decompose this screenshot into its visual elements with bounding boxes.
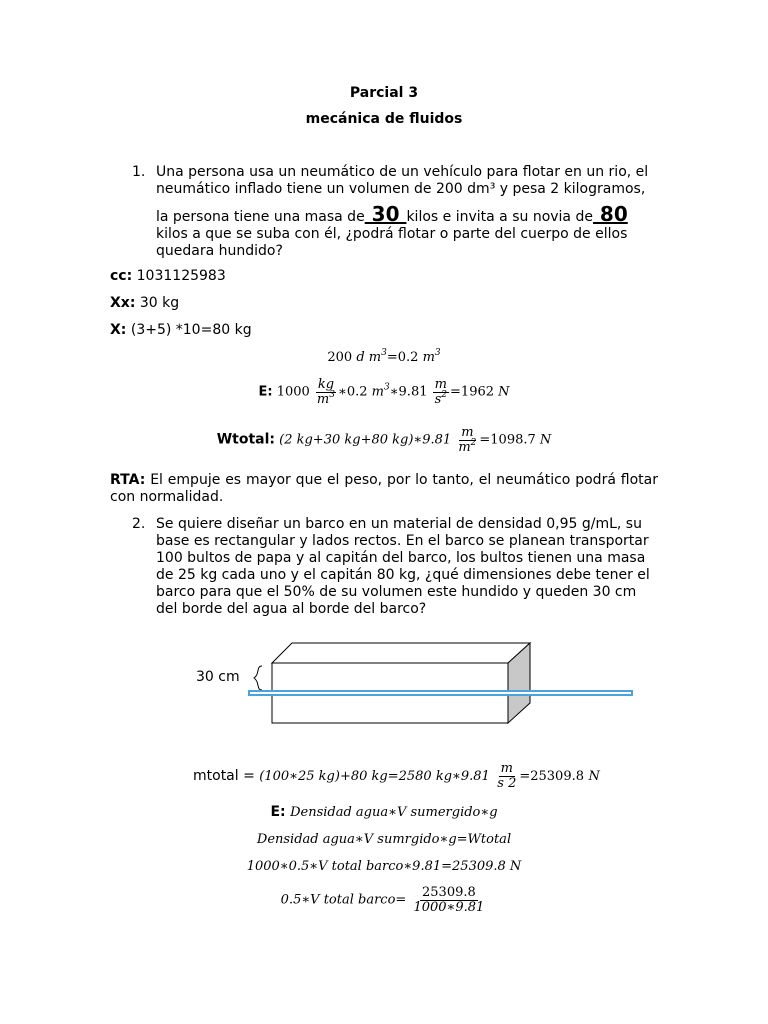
q1-text-line1: Una persona usa un neumático de un vehículo para flotar en un rio, el neumático inflado tiene un volumen de 200 dm³ y pesa 2 kilogramos, xyxy=(156,164,649,197)
equation-equilibrium: Densidad agua∗V sumrgido∗g=Wtotal xyxy=(256,832,512,847)
q1-mass-1: 30 xyxy=(364,202,407,226)
equation-mass xyxy=(193,762,600,790)
eq-e-frac1 xyxy=(315,378,337,406)
eq-w-result: =1098.7 xyxy=(479,432,536,448)
eq-m-label: mtotal = xyxy=(193,768,260,785)
cc-value: 1031125983 xyxy=(132,268,226,284)
eq-w-body: (2 kg+30 kg+80 kg)∗9.81 xyxy=(279,432,452,448)
eq1-b: d m xyxy=(356,350,382,365)
eq-e-result: =1962 xyxy=(450,384,495,400)
page-title: Parcial 3 xyxy=(349,85,419,101)
eq-m-result: =25309.8 xyxy=(519,769,584,785)
eq-m-unit: N xyxy=(588,769,600,785)
eq1-a: 200 xyxy=(327,350,353,365)
eq-e2-body: Densidad agua∗V sumergido∗g xyxy=(290,805,498,820)
answer-paragraph xyxy=(110,472,658,506)
q1-number: 1. xyxy=(132,164,146,180)
q1-text-part-b: kilos e invita a su novia de xyxy=(406,209,593,225)
eq-m-frac-den: s 2 xyxy=(497,775,517,791)
equation-volume xyxy=(0,350,768,365)
eq-b-body: 1000∗0.5∗V total barco∗9.81=25309.8 xyxy=(246,859,506,874)
box-top-face xyxy=(272,643,530,663)
eq1-e: m xyxy=(422,350,435,365)
eq-m-body: (100∗25 kg)+80 kg=2580 kg∗9.81 xyxy=(259,769,490,785)
eq-e-frac1-num: kg xyxy=(317,377,335,392)
eq1-d: =0.2 xyxy=(386,350,419,365)
q2-text: Se quiere diseñar un barco en un material de densidad 0,95 g/mL, su base es rectangular y lados rectos. En el barco se planean transportar 100 bultos de papa y al capitán del barco, los bultos tienen una masa de 25 kg cada uno y el capitán 80 kg, ¿qué dimensiones debe tener el barco para que el 50% de su volumen este hundido y queden 30 cm del borde del agua al borde del barco? xyxy=(156,516,650,617)
eq-e-k: 1000 xyxy=(276,384,310,400)
eq-w-frac-den-exp: 2 xyxy=(470,437,477,448)
eq-e-frac1-den: m xyxy=(316,391,330,407)
x-line xyxy=(110,322,252,338)
boat-diagram xyxy=(240,636,640,732)
eq1-f: 3 xyxy=(434,348,441,358)
eq-w-unit: N xyxy=(539,432,552,448)
q1-text-line2 xyxy=(156,202,658,229)
eq-m-frac-num: m xyxy=(500,761,513,776)
eq-e-m: m xyxy=(371,384,384,400)
eq-c-left: 0.5∗V total barco= xyxy=(280,892,407,908)
equation-substitution xyxy=(0,859,768,874)
eq-c-frac-den: 1000∗9.81 xyxy=(413,899,485,915)
height-brace xyxy=(254,666,262,690)
eq-e-m-exp: 3 xyxy=(383,382,390,393)
eq-m-frac xyxy=(495,762,518,790)
eq-b-unit: N xyxy=(509,859,522,874)
xx-value: 30 kg xyxy=(135,295,180,311)
cc-line xyxy=(110,268,226,284)
x-label: X: xyxy=(110,322,127,338)
eq-e-label: E: xyxy=(258,384,273,400)
eq-e-mid: ∗0.2 xyxy=(337,384,368,400)
eq-e-frac2-den: s xyxy=(434,391,442,407)
eq-w-label: Wtotal: xyxy=(216,431,275,448)
eq-c-frac-num: 25309.8 xyxy=(422,885,476,900)
answer-text: El empuje es mayor que el peso, por lo tanto, el neumático podrá flotar con normalidad. xyxy=(110,472,658,505)
eq-e-frac2-num: m xyxy=(434,377,447,392)
eq-e2-label: E: xyxy=(270,804,286,820)
eq-w-frac-den: m xyxy=(458,439,471,455)
eq-e-g: ∗9.81 xyxy=(389,384,428,400)
q2-number: 2. xyxy=(132,516,146,532)
eq-w-frac-num: m xyxy=(461,425,474,440)
water-line xyxy=(249,691,632,695)
height-label: 30 cm xyxy=(196,669,240,685)
equation-buoyancy-formula xyxy=(0,804,768,820)
q1-text-part-a: la persona tiene una masa de xyxy=(156,209,365,225)
q1-text-line3: kilos a que se suba con él, ¿podrá flotar o parte del cuerpo de ellos quedara hundido? xyxy=(156,226,628,259)
xx-label: Xx: xyxy=(110,295,136,311)
xx-line xyxy=(110,295,179,311)
x-value: (3+5) *10=80 kg xyxy=(126,322,252,338)
q1-mass-2: 80 xyxy=(592,202,628,226)
eq1-c: 3 xyxy=(381,348,387,358)
equation-buoyancy xyxy=(0,378,768,406)
equation-volume-solve xyxy=(0,886,768,914)
eq-w-frac xyxy=(456,426,478,454)
eq-e-frac2-den-exp: 2 xyxy=(441,389,448,400)
eq-e-frac2 xyxy=(433,378,449,406)
answer-label: RTA: xyxy=(110,472,146,488)
equation-weight xyxy=(0,426,768,454)
page-subtitle: mecánica de fluidos xyxy=(305,111,463,127)
eq-c-frac xyxy=(411,886,486,914)
cc-label: cc: xyxy=(110,268,133,284)
eq-e-frac1-den-exp: 3 xyxy=(329,389,335,400)
eq-e-unit: N xyxy=(498,384,510,400)
